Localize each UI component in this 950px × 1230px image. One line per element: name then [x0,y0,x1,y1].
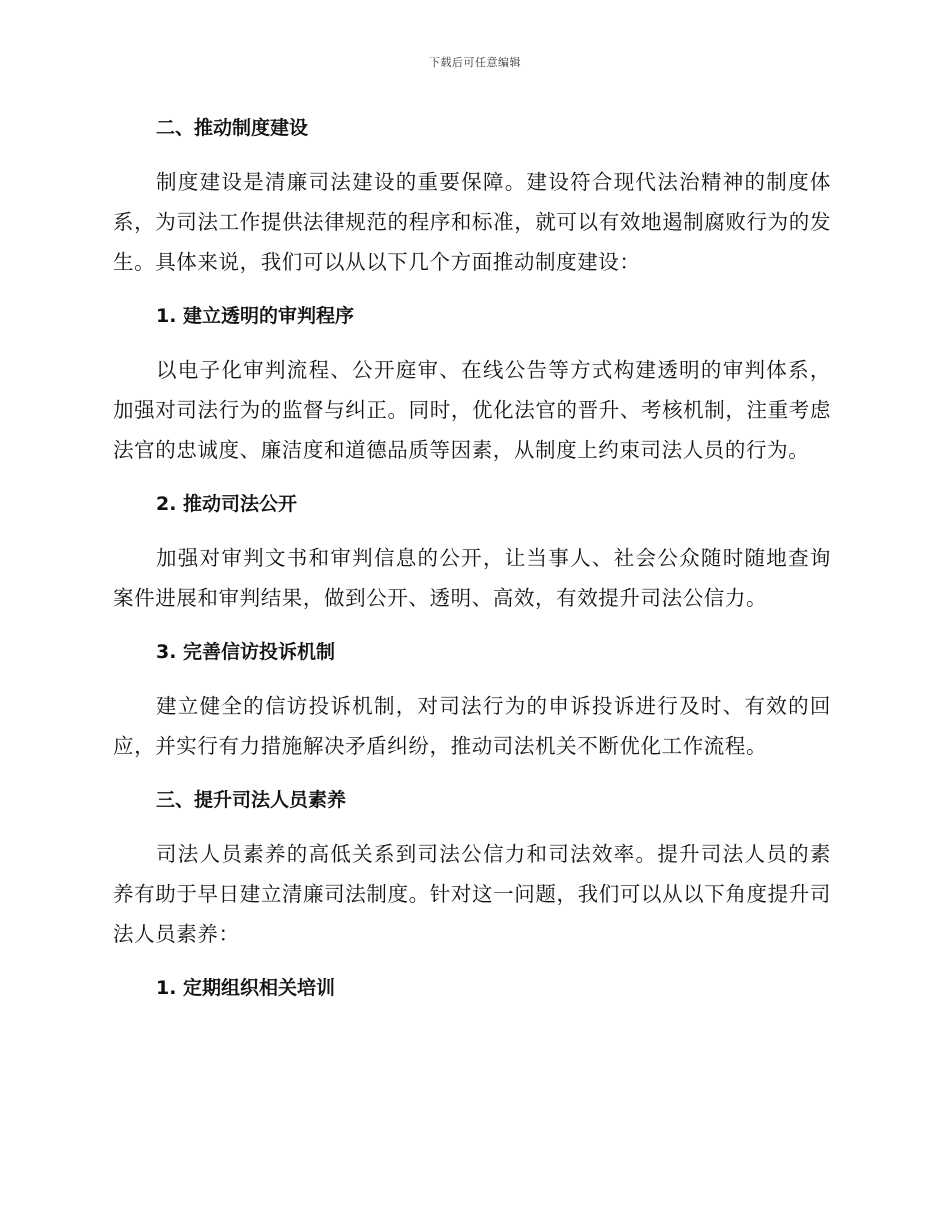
section-heading: 二、推动制度建设 [156,117,309,139]
paragraph: 加强对审判文书和审判信息的公开，让当事人、社会公众随时随地查询案件进展和审判结果，做到公开、透明、高效，有效提升司法公信力。 [113,546,831,610]
subsection-heading: 2. 推动司法公开 [156,493,298,515]
paragraph: 制度建设是清廉司法建设的重要保障。建设符合现代法治精神的制度体系，为司法工作提供法律规范的程序和标准，就可以有效地遏制腐败行为的发生。具体来说，我们可以从以下几个方面推动制度建设： [113,170,831,274]
subsection-heading: 3. 完善信访投诉机制 [156,641,336,663]
document-body [113,108,831,1022]
paragraph: 以电子化审判流程、公开庭审、在线公告等方式构建透明的审判体系，加强对司法行为的监督与纠正。同时，优化法官的晋升、考核机制，注重考虑法官的忠诚度、廉洁度和道德品质等因素，从制度上约束司法人员的行为。 [113,358,831,462]
paragraph: 司法人员素养的高低关系到司法公信力和司法效率。提升司法人员的素养有助于早日建立清廉司法制度。针对这一问题，我们可以从以下角度提升司法人员素养： [113,842,831,946]
page-header: 下载后可任意编辑 [429,56,521,69]
subsection-heading: 1. 建立透明的审判程序 [156,305,355,327]
section-heading: 三、提升司法人员素养 [156,789,347,811]
paragraph: 建立健全的信访投诉机制，对司法行为的申诉投诉进行及时、有效的回应，并实行有力措施解决矛盾纠纷，推动司法机关不断优化工作流程。 [113,694,831,758]
subsection-heading: 1. 定期组织相关培训 [156,977,336,999]
